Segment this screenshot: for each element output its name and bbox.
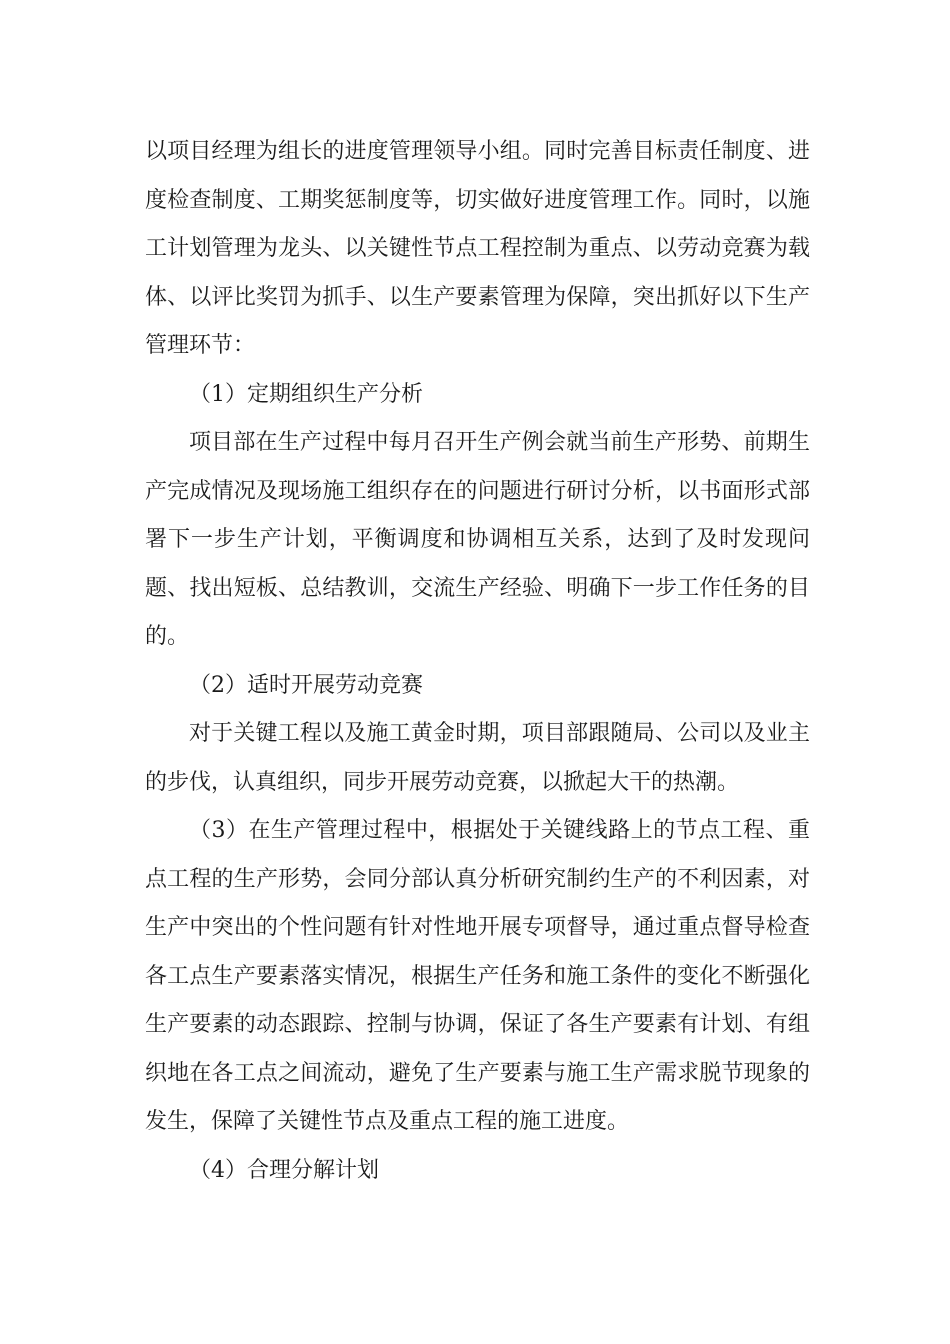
intro-paragraph: 以项目经理为组长的进度管理领导小组。同时完善目标责任制度、进度检查制度、工期奖惩制度等，切实做好进度管理工作。同时，以施工计划管理为龙头、以关键性节点工程控制为重点、以劳动竞赛为载体、以评比奖罚为抓手、以生产要素管理为保障，突出抓好以下生产管理环节： [145,139,810,358]
section-1-paragraph: 项目部在生产过程中每月召开生产例会就当前生产形势、前期生产完成情况及现场施工组织存在的问题进行研讨分析，以书面形式部署下一步生产计划，平衡调度和协调相互关系，达到了及时发现问题、找出短板、总结教训，交流生产经验、明确下一步工作任务的目的。 [145,430,810,649]
section-heading-2: （2）适时开展劳动竞赛 [189,672,423,698]
section-heading-4: （4）合理分解计划 [189,1157,379,1183]
section-heading-1: （1）定期组织生产分析 [189,381,423,407]
document-body [145,128,810,1195]
section-2-paragraph: 对于关键工程以及施工黄金时期，项目部跟随局、公司以及业主的步伐，认真组织，同步开展劳动竞赛，以掀起大干的热潮。 [145,721,810,795]
section-3-paragraph: （3）在生产管理过程中，根据处于关键线路上的节点工程、重点工程的生产形势，会同分部认真分析研究制约生产的不利因素，对生产中突出的个性问题有针对性地开展专项督导，通过重点督导检查各工点生产要素落实情况，根据生产任务和施工条件的变化不断强化生产要素的动态跟踪、控制与协调，保证了各生产要素有计划、有组织地在各工点之间流动，避免了生产要素与施工生产需求脱节现象的发生，保障了关键性节点及重点工程的施工进度。 [145,818,810,1134]
